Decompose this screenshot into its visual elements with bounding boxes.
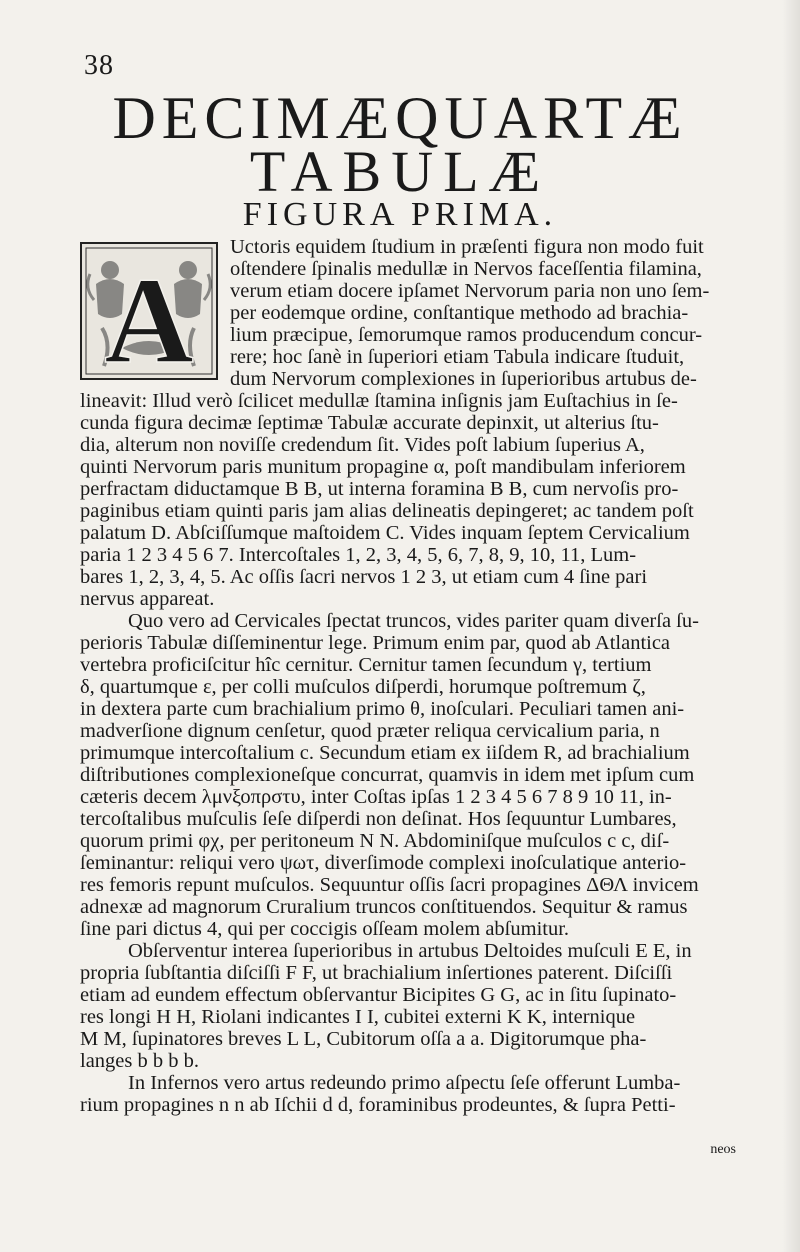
text-line: verum etiam docere ipſamet Nervorum paria non uno ſem- — [230, 280, 710, 302]
text-line: paginibus etiam quinti paris jam alias delineatis depingeret; ac tandem poſt — [80, 500, 694, 522]
text-line: dia, alterum non noviſſe credendum ſit. Vides poſt labium ſuperius A, — [80, 434, 645, 456]
title-line-2: TABULÆ — [249, 139, 551, 204]
text-line: perioris Tabulæ diſſeminentur lege. Primum enim par, quod ab Atlantica — [80, 632, 671, 654]
text-line: oſtendere ſpinalis medullæ in Nervos faceſſentia filamina, — [230, 258, 702, 280]
text-line: Obſerventur interea ſuperioribus in artubus Deltoides muſculi E E, in — [128, 940, 692, 962]
dropcap-letter: A — [104, 252, 194, 378]
text-line: rere; hoc ſanè in ſuperiori etiam Tabula indicare ſtuduit, — [230, 346, 685, 368]
text-line: In Infernos vero artus redeundo primo aſpectu ſeſe offerunt Lumba- — [128, 1072, 681, 1094]
text-line: M M, ſupinatores breves L L, Cubitorum oſſa a a. Digitorumque pha- — [80, 1028, 647, 1050]
text-line: etiam ad eundem effectum obſervantur Bicipites G G, ac in ſitu ſupinato- — [80, 984, 677, 1006]
text-line: Uctoris equidem ſtudium in præſenti figura non modo fuit — [230, 236, 704, 258]
text-line: palatum D. Abſciſſumque maſtoidem C. Vides inquam ſeptem Cervicalium — [80, 522, 690, 544]
text-line: res femoris repunt muſculos. Sequuntur oſſis ſacri propagines ΔΘΛ invicem — [80, 874, 699, 896]
text-line: δ, quartumque ε, per colli muſculos diſperdi, horumque poſtremum ζ, — [80, 676, 646, 698]
text-line: paria 1 2 3 4 5 6 7. Intercoſtales 1, 2, 3, 4, 5, 6, 7, 8, 9, 10, 11, Lum- — [80, 544, 637, 566]
title-line-3: FIGURA PRIMA. — [242, 196, 558, 233]
text-line: lineavit: Illud verò ſcilicet medullæ ſtamina inſignis jam Euſtachius in ſe- — [80, 390, 678, 412]
text-line: per eodemque ordine, conſtantique methodo ad brachia- — [230, 302, 689, 324]
text-line: ſeminantur: reliqui vero ψωτ, diverſimode complexi inoſculatique anterio- — [80, 852, 687, 874]
text-line: nervus appareat. — [80, 588, 215, 610]
text-line: adnexæ ad magnorum Cruralium truncos conſtituendos. Sequitur & ramus — [80, 896, 688, 918]
catchword: neos — [710, 1142, 736, 1157]
text-line: Quo vero ad Cervicales ſpectat truncos, vides pariter quam diverſa ſu- — [128, 610, 699, 632]
title-line-1: DECIMÆQUARTÆ — [112, 85, 688, 151]
text-line: madverſione dignum cenſetur, quod præter reliqua cervicalium paria, n — [80, 720, 660, 742]
text-line: cunda figura decimæ ſeptimæ Tabulæ accurate depinxit, ut alterius ſtu- — [80, 412, 659, 434]
text-line: propria ſubſtantia diſciſſi F F, ut brachialium inſertiones paterent. Diſciſſi — [80, 962, 673, 984]
page-number: 38 — [84, 50, 114, 81]
text-line: cæteris decem λμνξοπρστυ, inter Coſtas ipſas 1 2 3 4 5 6 7 8 9 10 11, in- — [80, 786, 672, 808]
text-line: perfractam diductamque B B, ut interna foramina B B, cum nervoſis pro- — [80, 478, 679, 500]
text-line: langes b b b b. — [80, 1050, 199, 1072]
text-line: quorum primi φχ, per peritoneum N N. Abdominiſque muſculos c c, diſ- — [80, 830, 670, 852]
text-line: rium propagines n n ab Iſchii d d, foraminibus prodeuntes, & ſupra Petti- — [80, 1094, 676, 1116]
text-line: quinti Nervorum paris munitum propagine α, poſt mandibulam inferiorem — [80, 456, 686, 478]
text-line: diſtributiones complexioneſque concurrat, quamvis in idem met ipſum cum — [80, 764, 695, 786]
text-line: ſine pari dictus 4, qui per coccigis oſſeam molem abſumitur. — [80, 918, 570, 940]
text-line: dum Nervorum complexiones in ſuperioribus artubus de- — [230, 368, 697, 390]
text-line: res longi H H, Riolani indicantes I I, cubitei externi K K, internique — [80, 1006, 636, 1028]
text-line: in dextera parte cum brachialium primo θ, inoſculari. Peculiari tamen ani- — [80, 698, 685, 720]
body-text — [80, 236, 740, 1116]
text-line: primumque intercoſtalium c. Secundum etiam ex iiſdem R, ad brachialium — [80, 742, 690, 764]
text-line: lium præcipue, ſemorumque ramos producendum concur- — [230, 324, 703, 346]
text-line: bares 1, 2, 3, 4, 5. Ac oſſis ſacri nervos 1 2 3, ut etiam cum 4 ſine pari — [80, 566, 648, 588]
text-line: tercoſtalibus muſculis ſeſe diſperdi non deſinat. Hos ſequuntur Lumbares, — [80, 808, 677, 830]
text-line: vertebra proficiſcitur hîc cernitur. Cernitur tamen ſecundum γ, tertium — [80, 654, 652, 676]
